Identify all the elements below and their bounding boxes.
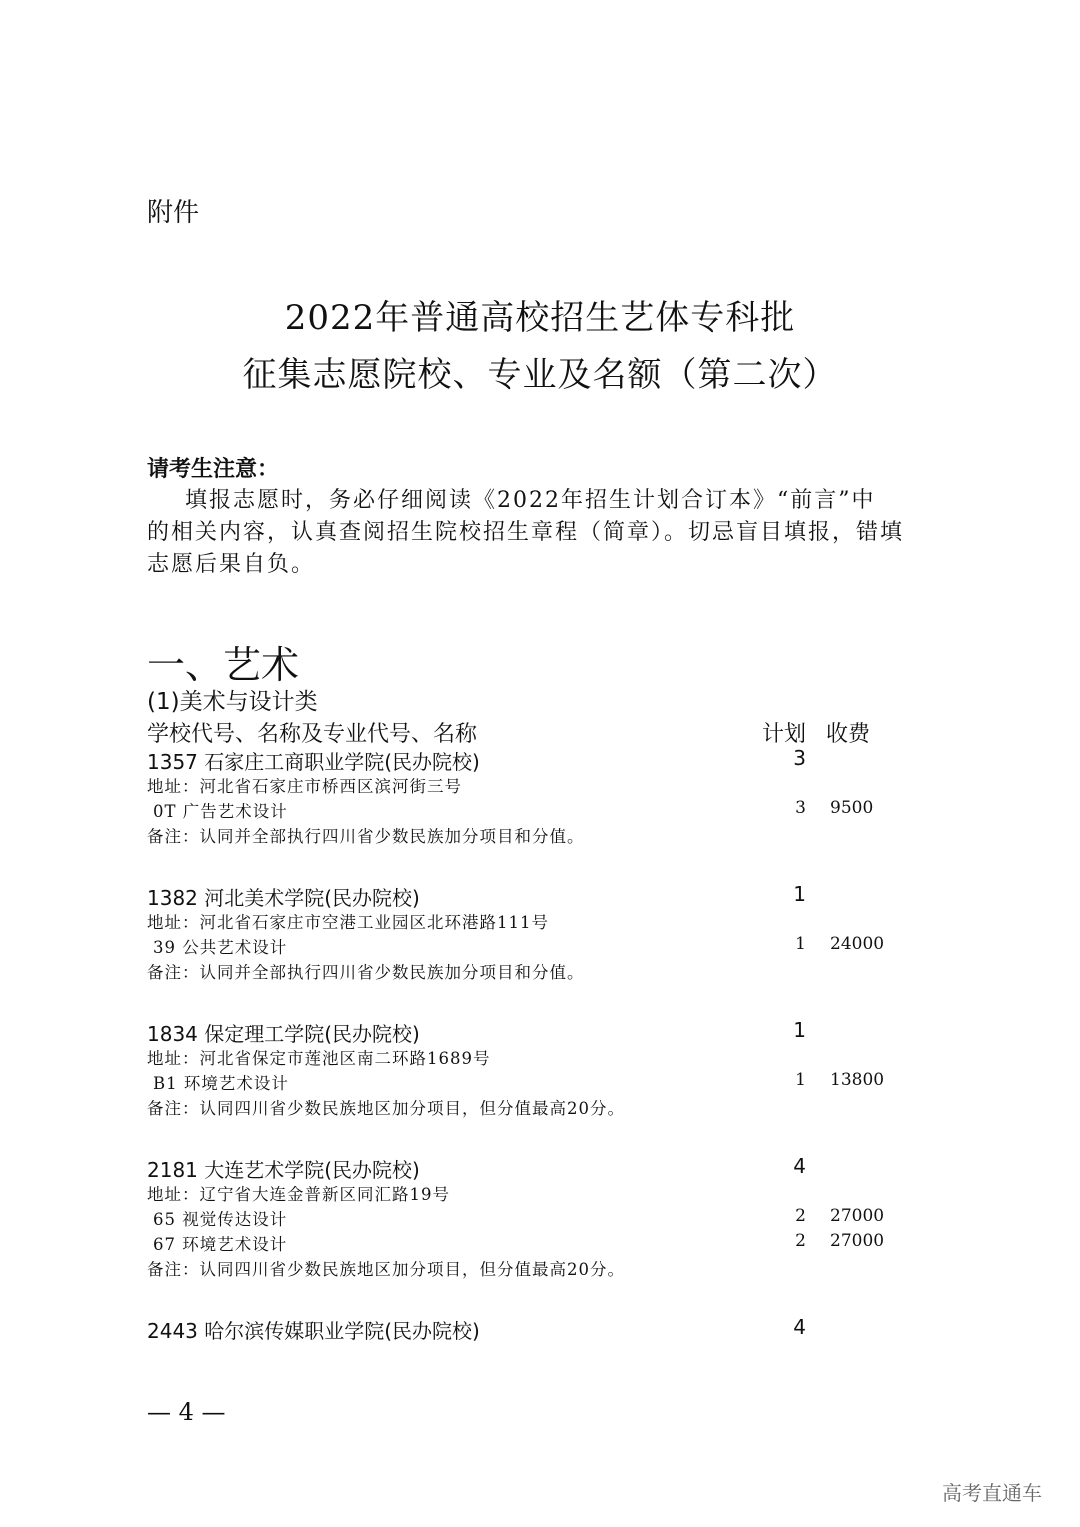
school-remark: 备注：认同并全部执行四川省少数民族加分项目和分值。 [147, 827, 585, 846]
school-name: 1382 河北美术学院(民办院校) [147, 886, 420, 910]
major-plan: 3 [795, 798, 806, 818]
attachment-label: 附件 [147, 198, 200, 228]
school-name: 1357 石家庄工商职业学院(民办院校) [147, 750, 480, 774]
school-name: 2443 哈尔滨传媒职业学院(民办院校) [147, 1319, 480, 1343]
major-plan: 1 [795, 934, 806, 954]
document-title-line1: 2022年普通高校招生艺体专科批 [284, 298, 796, 338]
major-name: 65 视觉传达设计 [153, 1210, 288, 1229]
school-address: 地址：河北省保定市莲池区南二环路1689号 [147, 1049, 491, 1068]
notice-paragraph-line: 的相关内容，认真查阅招生院校招生章程（简章）。切忌盲目填报，错填 [147, 520, 905, 545]
category-title: (1)美术与设计类 [147, 689, 318, 715]
school-plan: 3 [793, 746, 806, 770]
school-address: 地址：河北省石家庄市桥西区滨河街三号 [147, 777, 462, 796]
major-fee: 13800 [830, 1070, 885, 1090]
page-number: — 4 — [147, 1398, 226, 1426]
document-title-line2: 征集志愿院校、专业及名额（第二次） [242, 355, 838, 395]
school-plan: 1 [793, 1018, 806, 1042]
section-title: 一、艺术 [147, 643, 300, 687]
major-plan: 1 [795, 1070, 806, 1090]
school-name: 1834 保定理工学院(民办院校) [147, 1022, 420, 1046]
column-header-name: 学校代号、名称及专业代号、名称 [147, 722, 478, 747]
notice-paragraph-line: 填报志愿时，务必仔细阅读《2022年招生计划合订本》“前言”中 [185, 488, 876, 513]
school-remark: 备注：认同四川省少数民族地区加分项目，但分值最高20分。 [147, 1260, 625, 1279]
school-remark: 备注：认同四川省少数民族地区加分项目，但分值最高20分。 [147, 1099, 625, 1118]
school-address: 地址：河北省石家庄市空港工业园区北环港路111号 [147, 913, 549, 932]
school-plan: 4 [793, 1315, 806, 1339]
column-header-fee: 收费 [826, 722, 871, 747]
major-plan: 2 [795, 1231, 806, 1251]
school-plan: 4 [793, 1154, 806, 1178]
major-name: 39 公共艺术设计 [153, 938, 288, 957]
notice-paragraph-line: 志愿后果自负。 [147, 552, 316, 577]
school-name: 2181 大连艺术学院(民办院校) [147, 1158, 420, 1182]
school-plan: 1 [793, 882, 806, 906]
major-plan: 2 [795, 1206, 806, 1226]
major-fee: 9500 [830, 798, 874, 818]
school-address: 地址：辽宁省大连金普新区同汇路19号 [147, 1185, 450, 1204]
watermark: 高考直通车 [942, 1481, 1042, 1505]
major-name: 67 环境艺术设计 [153, 1235, 288, 1254]
major-fee: 27000 [830, 1206, 885, 1226]
major-fee: 27000 [830, 1231, 885, 1251]
school-remark: 备注：认同并全部执行四川省少数民族加分项目和分值。 [147, 963, 585, 982]
column-header-plan: 计划 [762, 722, 807, 747]
major-fee: 24000 [830, 934, 885, 954]
major-name: 0T 广告艺术设计 [153, 802, 288, 821]
notice-label: 请考生注意： [147, 457, 280, 482]
major-name: B1 环境艺术设计 [153, 1074, 289, 1093]
